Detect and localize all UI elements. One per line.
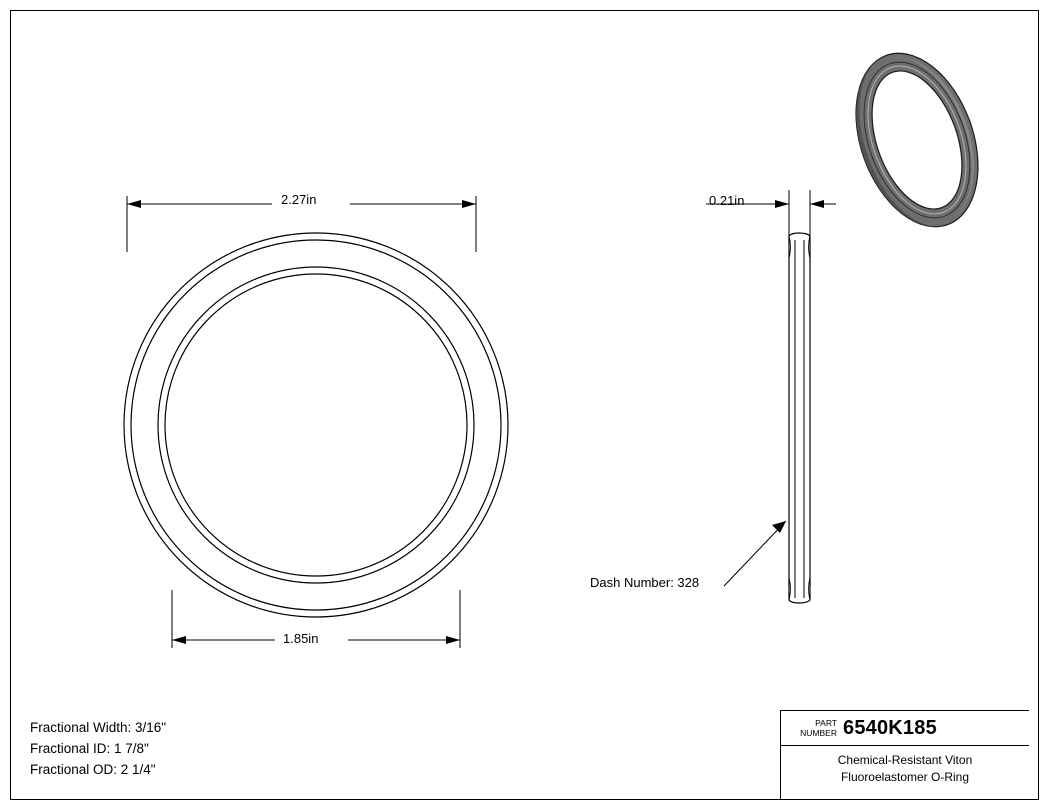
part-number-label bbox=[781, 718, 843, 738]
spec-fractional-od: Fractional OD: 2 1/4" bbox=[30, 762, 156, 777]
description-line-2: Fluoroelastomer O-Ring bbox=[840, 770, 970, 784]
title-block bbox=[780, 710, 1029, 800]
part-number-label-line1: PART bbox=[815, 718, 837, 728]
dash-number-leader bbox=[724, 521, 786, 586]
side-view-profile bbox=[789, 233, 810, 603]
part-number-label-line2: NUMBER bbox=[800, 728, 837, 738]
dimension-label-inner-diameter: 1.85in bbox=[283, 631, 319, 646]
spec-fractional-width: Fractional Width: 3/16" bbox=[30, 720, 167, 735]
specification-list bbox=[30, 717, 166, 780]
description-line-1: Chemical-Resistant Viton bbox=[837, 753, 973, 767]
part-number-value: 6540K185 bbox=[843, 716, 937, 739]
isometric-oring-view bbox=[834, 36, 1001, 243]
dimension-label-cross-section-width: 0.21in bbox=[709, 193, 745, 208]
front-view-oring bbox=[124, 233, 508, 617]
title-block-part-row bbox=[781, 711, 1029, 746]
dash-number-callout: Dash Number: 328 bbox=[590, 575, 700, 590]
spec-fractional-id: Fractional ID: 1 7/8" bbox=[30, 741, 149, 756]
dimension-label-outer-diameter: 2.27in bbox=[281, 192, 317, 207]
title-block-description bbox=[781, 746, 1029, 786]
